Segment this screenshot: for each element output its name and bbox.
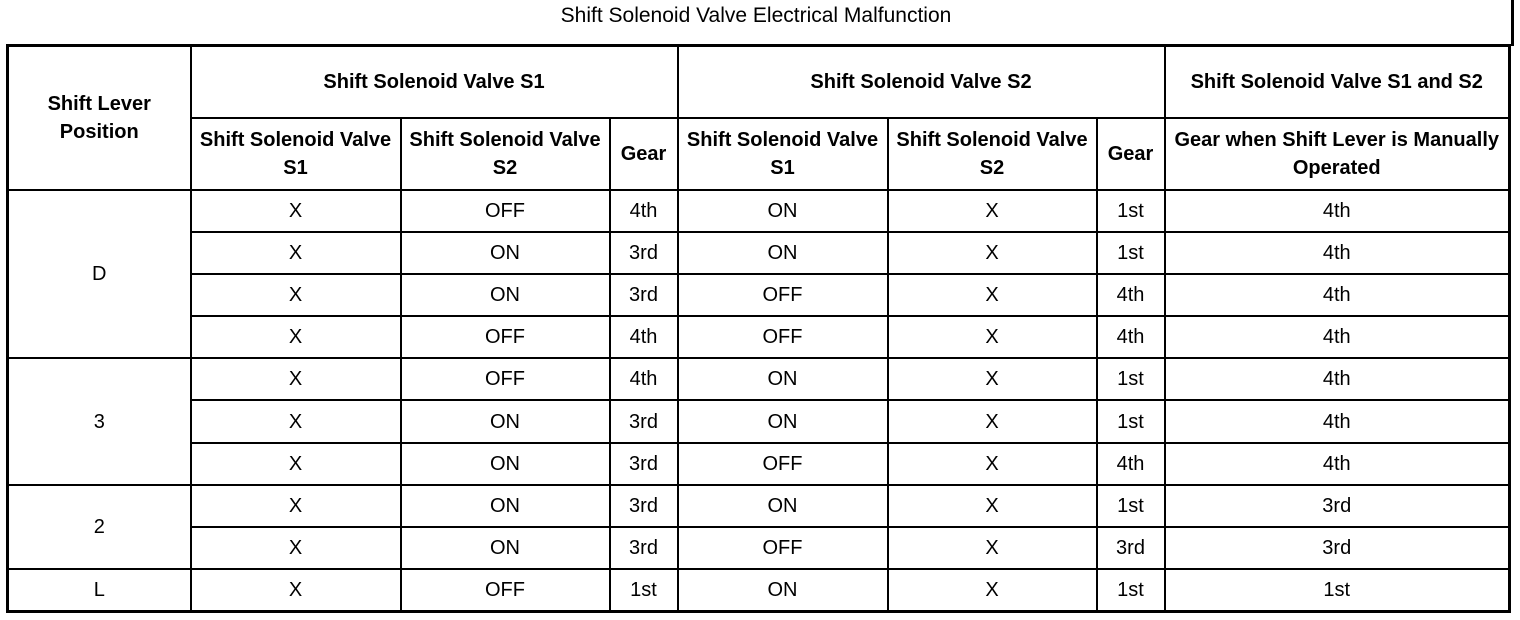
table-row (8, 190, 1510, 232)
s2-valve-s2-cell: X (888, 232, 1097, 274)
s2-valve-s1-cell: ON (678, 569, 888, 611)
subheader-s1-valve-s1: Shift Solenoid Valve S1 (191, 118, 401, 190)
table-row (8, 274, 1510, 316)
s1-valve-s1-cell: X (191, 232, 401, 274)
manual-gear-cell: 4th (1165, 190, 1510, 232)
s1-gear-cell: 3rd (610, 443, 678, 485)
s2-gear-cell: 1st (1097, 485, 1165, 527)
s1-gear-cell: 4th (610, 190, 678, 232)
s1-gear-cell: 3rd (610, 527, 678, 569)
s2-valve-s1-cell: ON (678, 358, 888, 400)
s1-valve-s2-cell: ON (401, 443, 610, 485)
s1-valve-s2-cell: ON (401, 485, 610, 527)
s2-gear-cell: 1st (1097, 358, 1165, 400)
header-group-s2: Shift Solenoid Valve S2 (678, 46, 1165, 118)
s1-gear-cell: 4th (610, 358, 678, 400)
manual-gear-cell: 4th (1165, 316, 1510, 358)
header-group-s1-and-s2: Shift Solenoid Valve S1 and S2 (1165, 46, 1510, 118)
table-row (8, 232, 1510, 274)
s2-valve-s2-cell: X (888, 190, 1097, 232)
header-shift-lever-position: Shift Lever Position (8, 46, 191, 190)
s1-gear-cell: 3rd (610, 400, 678, 442)
table-row (8, 527, 1510, 569)
s2-valve-s1-cell: OFF (678, 527, 888, 569)
s1-valve-s2-cell: ON (401, 274, 610, 316)
table-row (8, 400, 1510, 442)
s2-valve-s2-cell: X (888, 274, 1097, 316)
manual-gear-cell: 4th (1165, 443, 1510, 485)
shift-lever-position-cell: D (8, 190, 191, 359)
subheader-s2-valve-s1: Shift Solenoid Valve S1 (678, 118, 888, 190)
table-header (8, 46, 1510, 190)
shift-lever-position-cell: L (8, 569, 191, 611)
table-title: Shift Solenoid Valve Electrical Malfunction (560, 4, 952, 27)
subheader-manual-gear: Gear when Shift Lever is Manually Operated (1165, 118, 1510, 190)
table-body (8, 190, 1510, 612)
subheader-s1-gear: Gear (610, 118, 678, 190)
s1-valve-s1-cell: X (191, 400, 401, 442)
s1-valve-s2-cell: OFF (401, 569, 610, 611)
s2-valve-s2-cell: X (888, 527, 1097, 569)
s2-valve-s2-cell: X (888, 485, 1097, 527)
manual-gear-cell: 4th (1165, 232, 1510, 274)
s1-valve-s1-cell: X (191, 569, 401, 611)
s2-valve-s1-cell: OFF (678, 274, 888, 316)
table-row (8, 569, 1510, 611)
table-row (8, 485, 1510, 527)
s2-gear-cell: 1st (1097, 400, 1165, 442)
manual-gear-cell: 4th (1165, 400, 1510, 442)
s1-gear-cell: 3rd (610, 485, 678, 527)
s2-gear-cell: 4th (1097, 443, 1165, 485)
s1-gear-cell: 4th (610, 316, 678, 358)
table-row (8, 443, 1510, 485)
s1-valve-s1-cell: X (191, 190, 401, 232)
s2-valve-s2-cell: X (888, 358, 1097, 400)
s2-gear-cell: 1st (1097, 190, 1165, 232)
subheader-s2-gear: Gear (1097, 118, 1165, 190)
manual-gear-cell: 1st (1165, 569, 1510, 611)
s1-valve-s1-cell: X (191, 527, 401, 569)
s1-valve-s1-cell: X (191, 316, 401, 358)
s1-valve-s2-cell: OFF (401, 190, 610, 232)
s2-gear-cell: 3rd (1097, 527, 1165, 569)
s2-gear-cell: 4th (1097, 274, 1165, 316)
s1-valve-s1-cell: X (191, 274, 401, 316)
table-row (8, 358, 1510, 400)
s1-gear-cell: 1st (610, 569, 678, 611)
manual-gear-cell: 3rd (1165, 527, 1510, 569)
s2-valve-s1-cell: ON (678, 400, 888, 442)
s2-valve-s1-cell: OFF (678, 443, 888, 485)
s1-gear-cell: 3rd (610, 274, 678, 316)
s2-gear-cell: 4th (1097, 316, 1165, 358)
s2-gear-cell: 1st (1097, 232, 1165, 274)
header-group-s1: Shift Solenoid Valve S1 (191, 46, 678, 118)
malfunction-table (6, 44, 1511, 613)
subheader-s1-valve-s2: Shift Solenoid Valve S2 (401, 118, 610, 190)
manual-gear-cell: 4th (1165, 358, 1510, 400)
s1-valve-s2-cell: ON (401, 232, 610, 274)
manual-gear-cell: 3rd (1165, 485, 1510, 527)
shift-lever-position-cell: 2 (8, 485, 191, 569)
s2-valve-s2-cell: X (888, 400, 1097, 442)
s1-valve-s2-cell: ON (401, 527, 610, 569)
s2-valve-s2-cell: X (888, 569, 1097, 611)
s2-valve-s2-cell: X (888, 443, 1097, 485)
shift-lever-position-cell: 3 (8, 358, 191, 485)
table-row (8, 316, 1510, 358)
s1-valve-s2-cell: OFF (401, 316, 610, 358)
manual-gear-cell: 4th (1165, 274, 1510, 316)
s2-valve-s1-cell: ON (678, 232, 888, 274)
s2-valve-s2-cell: X (888, 316, 1097, 358)
s2-valve-s1-cell: OFF (678, 316, 888, 358)
s2-gear-cell: 1st (1097, 569, 1165, 611)
s1-valve-s1-cell: X (191, 485, 401, 527)
s1-valve-s1-cell: X (191, 358, 401, 400)
s1-valve-s2-cell: OFF (401, 358, 610, 400)
s1-valve-s2-cell: ON (401, 400, 610, 442)
s2-valve-s1-cell: ON (678, 485, 888, 527)
s1-gear-cell: 3rd (610, 232, 678, 274)
s2-valve-s1-cell: ON (678, 190, 888, 232)
s1-valve-s1-cell: X (191, 443, 401, 485)
subheader-s2-valve-s2: Shift Solenoid Valve S2 (888, 118, 1097, 190)
page-edge-line (1511, 0, 1514, 46)
